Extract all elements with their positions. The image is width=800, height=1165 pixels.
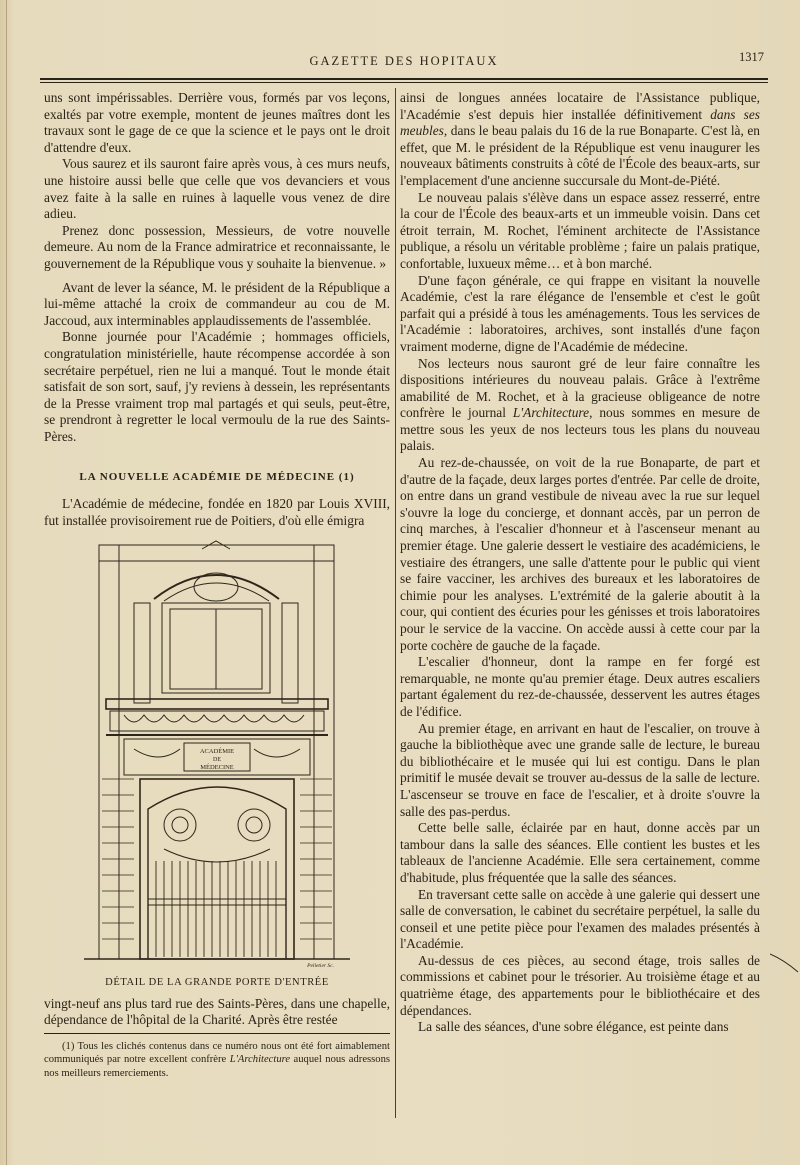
paragraph: Bonne journée pour l'Académie ; hommages officiels, congratulation ministérielle, haute récompense accordée à son secrétaire perpétuel, rien ne lui a manqué. Tout le monde était satisfait de son sort, sauf, j'y reviens à dessein, les représentants de la Presse vraiment trop mal partagés et qui seuls, peut-être, se prendront à regretter le local vermoulu de la rue des Saints-Pères. bbox=[44, 329, 390, 444]
paragraph: Nos lecteurs nous sauront gré de leur faire connaître les dispositions intérieures du nouveau palais. Grâce à l'extrême amabilité de M. Rochet, et à la gracieuse obligeance de notre confrère le journal L'Architecture, nous sommes en mesure de mettre sous les yeux de nos lecteurs tous les plans du nouveau palais. bbox=[400, 355, 760, 454]
plaque-text-2: DE bbox=[213, 757, 221, 764]
plaque-text-3: MÉDECINE bbox=[200, 764, 234, 772]
header-rule-thin bbox=[40, 82, 768, 83]
publication-title: GAZETTE DES HOPITAUX bbox=[309, 54, 499, 68]
paragraph: D'une façon générale, ce qui frappe en visitant la nouvelle Académie, c'est la rare élégance de l'ensemble et c'est le goût parfait qui a présidé à tous les aménagements. Tous les services de l'Académie : laboratoires, archives, sont installés d'une façon vraiment moderne, digne de l'Académie de médecine. bbox=[400, 272, 760, 354]
paragraph: La salle des séances, d'une sobre élégance, est peinte dans bbox=[418, 1019, 729, 1035]
paragraph: Cette belle salle, éclairée par en haut, donne accès par un tambour dans la salle des séances. Elle contient les bustes et les tableaux de l'ancienne Académie. Elle sera certainement, comme d'habitude, plus fréquentée que la salle des séances. bbox=[400, 820, 760, 885]
paragraph: Le nouveau palais s'élève dans un espace assez resserré, entre la cour de l'École des beaux-arts et un immeuble voisin. Dans cet étroit terrain, M. Rochet, l'éminent architecte de l'Assistance publique, a résolu un véritable problème ; faire un palais pratique, confortable, luxueux même… et à bon marché. bbox=[400, 189, 760, 271]
footnote: (1) Tous les clichés contenus dans ce numéro nous ont été fort aimablement communiqués par notre excellent confrère L'Architecture auquel nous adressons nos meilleurs remerciements. bbox=[44, 1041, 390, 1079]
header-rule bbox=[40, 78, 768, 80]
door-engraving bbox=[44, 539, 390, 969]
figure-caption: DÉTAIL DE LA GRANDE PORTE D'ENTRÉE bbox=[105, 977, 329, 989]
page-number: 1317 bbox=[739, 50, 764, 64]
paragraph: Au-dessus de ces pièces, au second étage, trois salles de commissions et cabinet pour le trésorier. Au troisième étage et au quatrième étage, des appartements pour le bibliothécaire et des dépendances. bbox=[400, 952, 760, 1018]
right-column bbox=[400, 90, 760, 1036]
paragraph: Vous saurez et ils sauront faire après vous, à ces murs neufs, une histoire aussi belle que celle que vos devanciers et vous avez faite à la salle en ruines à laquelle vous venez de dire adieu. bbox=[44, 156, 390, 222]
left-column bbox=[44, 90, 390, 1080]
paragraph: uns sont impérissables. Derrière vous, formés par vos leçons, exaltés par votre exemple, montent de jeunes maîtres dont les travaux sont le gage de ce que la science et le pays ont le droit d'attendre d'eux. bbox=[44, 90, 390, 155]
margin-mark bbox=[770, 950, 800, 974]
engraver-signature: Pelletier Sc. bbox=[307, 963, 334, 970]
column-divider bbox=[395, 88, 396, 1118]
binding-edge bbox=[6, 0, 7, 1165]
footnote-rule bbox=[44, 1033, 390, 1034]
engraving-figure bbox=[44, 539, 390, 969]
paragraph: ainsi de longues années locataire de l'Assistance publique, l'Académie s'est depuis hier installée définitivement dans ses meubles, dans le beau palais du 16 de la rue Bonaparte. C'est là, en effet, que M. le président de la République est venu inaugurer les nouveaux bâtiments construits à côté de l'École des beaux-arts, sur l'emplacement d'une ancienne succursale du Mont-de-Piété. bbox=[400, 90, 760, 188]
paragraph: vingt-neuf ans plus tard rue des Saints-Pères, dans une chapelle, dépendance de l'hôpital de la Charité. Après être restée bbox=[44, 995, 390, 1028]
section-title: LA NOUVELLE ACADÉMIE DE MÉDECINE (1) bbox=[79, 471, 355, 484]
paragraph: Au premier étage, en arrivant en haut de l'escalier, on trouve à gauche la bibliothèque avec une grande salle de lecture, le bureau du bibliothécaire et le musée qui lui est contigu. Dans le plan primitif le musée devait se trouver au-dessus de la salle de lecture. L'ascenseur se trouve en face de l'escalier, et à droite s'ouvre la salle des pas-perdus. bbox=[400, 720, 760, 819]
page-header bbox=[40, 48, 768, 78]
paragraph: Avant de lever la séance, M. le président de la République a lui-même attaché la croix de commandeur au cou de M. Jaccoud, aux interminables applaudissements de l'assemblée. bbox=[44, 279, 390, 328]
paragraph: Au rez-de-chaussée, on voit de la rue Bonaparte, de part et d'autre de la façade, deux larges portes d'entrée. Par celle de droite, on entre dans un grand vestibule de niveau avec la rue sur lequel s'ouvre la loge du concierge, et donnant accès, par un perron de cinq marches, à l'escalier d'honneur et à l'ascenseur menant au premier étage. Une galerie dessert le vestiaire des académiciens, le vestiaire des étrangers, une salle d'attente pour le public qui vient se faire vacciner, les archives des bureaux et les laboratoires de chimie pour les analyses. L'extrémité de la galerie aboutit à la cour, qui contient des écuries pour les génisses et trois laboratoires pour le service de la vaccine. On accède aussi à cette cour par la porte cochère de gauche de la façade. bbox=[400, 455, 760, 653]
plaque-text-1: ACADÉMIE bbox=[199, 748, 235, 756]
section-paragraph: L'Académie de médecine, fondée en 1820 par Louis XVIII, fut installée provisoirement rue de Poitiers, d'où elle émigra bbox=[44, 496, 390, 528]
paragraph: Prenez donc possession, Messieurs, de votre nouvelle demeure. Au nom de la France admiratrice et reconnaissante, le gouvernement de la République vous y souhaite la bienvenue. » bbox=[44, 222, 390, 271]
paragraph: En traversant cette salle on accède à une galerie qui dessert une salle de conversation, le cabinet du secrétaire perpétuel, la salle du conseil et une petite pièce pour l'examen des malades présentés à l'Académie. bbox=[400, 886, 760, 952]
spacer bbox=[44, 273, 390, 280]
paragraph: L'escalier d'honneur, dont la rampe en fer forgé est remarquable, ne monte qu'au premier étage. Deux autres escaliers partant également du rez-de-chaussée, desservent les autres étages de l'édifice. bbox=[400, 654, 760, 719]
